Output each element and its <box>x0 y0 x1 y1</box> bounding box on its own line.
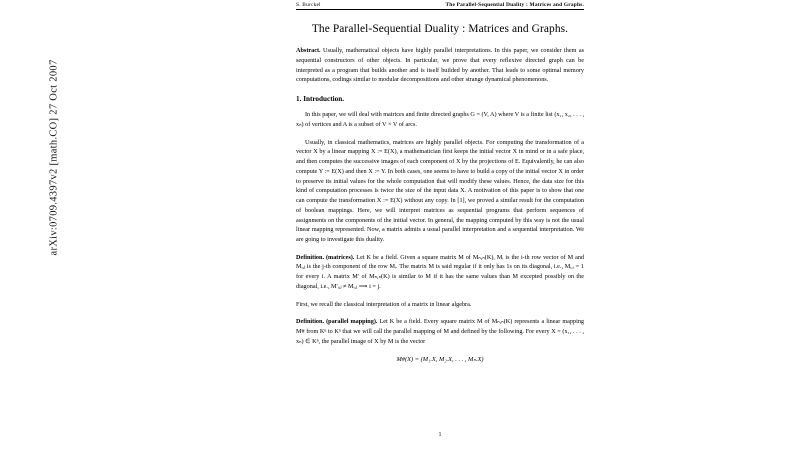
intro-paragraph-1: In this paper, we will deal with matrices and finite directed graphs G = (V, A) where V is a finite list (x₁, x₂, . . . , xₙ) of vertices and A is a subset of V × V of arcs. <box>296 111 584 128</box>
arxiv-identifier-stamp: arXiv:0709.4397v2 [math.CO] 27 Oct 2007 <box>48 59 60 256</box>
abstract-paragraph <box>296 46 584 85</box>
definition-name: (parallel mapping). <box>326 318 378 326</box>
definition-label: Definition. <box>296 318 325 326</box>
section-heading-introduction: 1. Introduction. <box>296 95 344 104</box>
running-head-author: S. Burckel <box>296 2 321 8</box>
display-equation: M#(X) = (M₁.X, M₂.X, . . . , Mₙ.X) <box>396 355 484 363</box>
intro-paragraph-2: Usually, in classical mathematics, matrices are highly parallel objects. For computing the transformation of a vector X by a linear mapping X := E(X), a mathematician first keeps the initial vector X in mind or in a safe place, and then computes the successive images of each component of X by the projections of E. Equivalently, he can also compute Y := E(X) and then X := Y. In both cases, one seems to have to build a copy of the initial vector X in order to preserve its initial values for the whole computation that will modify these values. Hence, the data size for this kind of computation processes is twice the size of the input data X. A motivation of this paper is to show that one can compute the transformation X := E(X) without any copy. In [1], we proved a similar result for the computation of boolean mappings. Here, we will interpret matrices as sequential programs that perform sequences of assignments on the components of the initial vector. In general, the mapping computed by this way is not the usual linear mapping represented. Now, a matrix admits a usual parallel interpretation and a sequential interpretation. We are going to investigate this duality. <box>296 138 584 243</box>
running-head-rule <box>296 9 584 10</box>
text-column <box>296 22 584 365</box>
page-title: The Parallel-Sequential Duality : Matrices and Graphs. <box>311 23 569 35</box>
definition-text: Let K be a field. Every square matrix M of Mₙ,ₙ(K) represents a linear mapping M# from Kⁿ to Kⁿ that we will call the parallel mapping of M and defined by the following. For every X = (x₁, . . . , xₙ) ∈ Kⁿ, the parallel image of X by M is the vector <box>296 318 585 345</box>
page-number: 1 <box>438 432 442 438</box>
definition-label: Definition. <box>296 253 325 261</box>
definition-parallel-mapping <box>296 317 584 346</box>
abstract-label: Abstract. <box>296 47 321 55</box>
definition-matrices <box>296 253 584 292</box>
running-head-title: The Parallel-Sequential Duality : Matrices and Graphs. <box>445 2 584 8</box>
running-head <box>296 2 584 8</box>
abstract-text: Usually, mathematical objects have highly parallel interpretations. In this paper, we consider them as sequential constructors of other objects. In particular, we prove that every reflexive directed graph can be interpreted as a program that builds another and is itself builded by another. That leads to some optimal memory computations, codings similar to modular decompositions and other strange dynamical phenomenons. <box>296 47 584 84</box>
definition-text: Let K be a field. Given a square matrix M of Mₙ,ₙ(K), Mᵢ is the i-th row vector of M and Mᵢ,ⱼ is the j-th component of the row Mᵢ. The matrix M is said regular if it only has 1s on its diagonal, i.e., Mᵢ,ᵢ = 1 for every i. A matrix M′ of Mₙ,ₙ(K) is similar to M if it has the same values than M excepted possibly on the diagonal, i.e., M′ᵢ,ⱼ ≠ Mᵢ,ⱼ ⟹ i = j. <box>296 253 585 290</box>
remark-paragraph: First, we recall the classical interpretation of a matrix in linear algebra. <box>296 300 472 308</box>
definition-name: (matrices). <box>326 253 355 261</box>
